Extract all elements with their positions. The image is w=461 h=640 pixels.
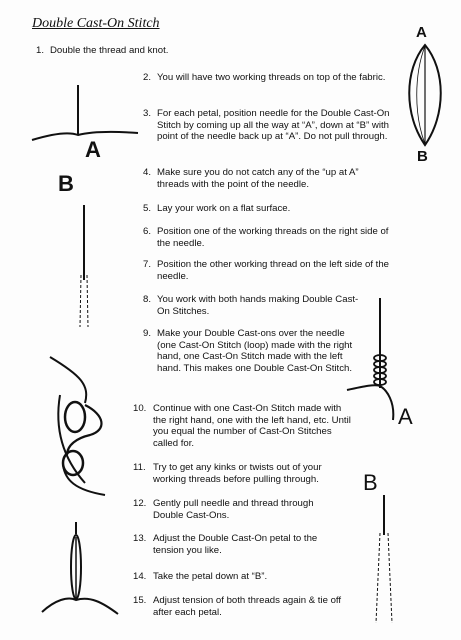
step-number: 11. bbox=[133, 462, 146, 473]
cast-on-loops-illustration bbox=[45, 355, 125, 505]
step-number: 6. bbox=[143, 226, 152, 237]
step-number: 7. bbox=[143, 259, 152, 270]
step-number: 5. bbox=[143, 203, 152, 214]
needle-through-fabric-illustration bbox=[40, 522, 120, 617]
pulled-thread-illustration bbox=[370, 495, 400, 625]
step-text: Take the petal down at “B”. bbox=[153, 571, 268, 582]
step-text: Adjust tension of both threads again & tie off after each petal. bbox=[153, 595, 342, 618]
step-text: Try to get any kinks or twists out of your working threads before pulling through. bbox=[153, 462, 322, 485]
step-3 bbox=[143, 108, 401, 143]
step-7 bbox=[143, 259, 401, 282]
step-number: 15. bbox=[133, 595, 147, 606]
step-text: Continue with one Cast-On Stitch made with the right hand, one with the left hand, etc. Until you equal the number of Cast-On Stitches called for. bbox=[153, 403, 351, 449]
step-text: For each petal, position needle for the Double Cast-On Stitch by coming up all the way at “A”, down at “B” with point of the needle back up at “A”. Do not pull through. bbox=[157, 108, 390, 143]
step-1 bbox=[36, 45, 236, 57]
step-14 bbox=[133, 571, 343, 583]
step-number: 4. bbox=[143, 167, 152, 178]
step-11 bbox=[133, 462, 355, 485]
step-number: 2. bbox=[143, 72, 152, 83]
step-15 bbox=[133, 595, 343, 618]
step-number: 10. bbox=[133, 403, 147, 414]
step-text: Gently pull needle and thread through Double Cast-Ons. bbox=[153, 498, 314, 521]
step-number: 1. bbox=[36, 45, 45, 56]
step-13 bbox=[133, 533, 343, 556]
step-text: You work with both hands making Double Cast-On Stitches. bbox=[157, 294, 359, 317]
step-number: 12. bbox=[133, 498, 147, 509]
step-6 bbox=[143, 226, 401, 249]
step-12 bbox=[133, 498, 333, 521]
petal-illustration bbox=[400, 40, 450, 155]
step-number: 8. bbox=[143, 294, 152, 305]
castons-label-a: A bbox=[398, 404, 413, 429]
step-9 bbox=[143, 328, 365, 374]
step-text: Position the other working thread on the left side of the needle. bbox=[157, 259, 389, 282]
step-text: Make sure you do not catch any of the “up at A” threads with the point of the needle. bbox=[157, 167, 359, 190]
step-4 bbox=[143, 167, 388, 190]
petal-label-b: B bbox=[417, 148, 428, 165]
step-10 bbox=[133, 403, 355, 449]
threaded-needle-illustration bbox=[70, 205, 100, 330]
needle-with-castons-illustration bbox=[345, 298, 400, 423]
step-text: Adjust the Double Cast-On petal to the tension you like. bbox=[153, 533, 318, 556]
page-title: Double Cast-On Stitch bbox=[32, 16, 160, 31]
needle-label-b: B bbox=[58, 171, 74, 196]
step-text: Double the thread and knot. bbox=[50, 45, 169, 56]
step-number: 3. bbox=[143, 108, 152, 119]
step-2 bbox=[143, 72, 388, 84]
petal-label-a: A bbox=[416, 24, 427, 41]
step-text: Lay your work on a flat surface. bbox=[157, 203, 291, 214]
step-number: 9. bbox=[143, 328, 152, 339]
step-5 bbox=[143, 203, 388, 215]
step-number: 13. bbox=[133, 533, 147, 544]
step-text: Position one of the working threads on the right side of the needle. bbox=[157, 226, 389, 249]
step-text: Make your Double Cast-ons over the needle (one Cast-On Stitch (loop) made with the right hand, one Cast-On Stitch made with the left hand. This makes one Double Cast-On Stitch. bbox=[157, 328, 353, 374]
pulled-label-b: B bbox=[363, 470, 378, 495]
step-text: You will have two working threads on top of the fabric. bbox=[157, 72, 386, 83]
step-8 bbox=[143, 294, 363, 317]
needle-label-a: A bbox=[85, 137, 101, 162]
step-number: 14. bbox=[133, 571, 147, 582]
